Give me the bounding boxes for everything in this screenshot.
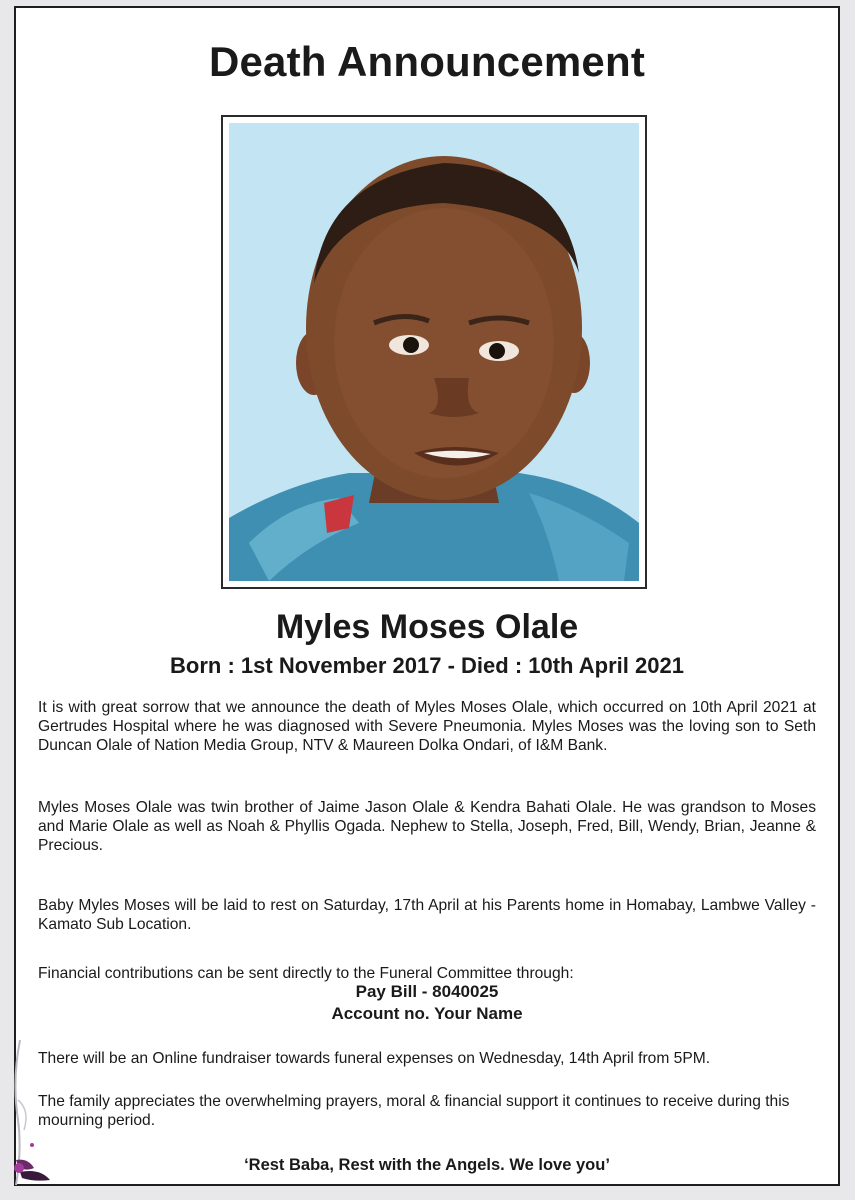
paragraph-fundraiser: There will be an Online fundraiser towards funeral expenses on Wednesday, 14th April from 5PM. — [38, 1050, 711, 1067]
portrait-photo — [229, 123, 639, 581]
paragraph-contributions: Financial contributions can be sent directly to the Funeral Committee through: — [38, 965, 574, 982]
closing-message: ‘Rest Baba, Rest with the Angels. We love you’ — [244, 1156, 610, 1174]
account-number: Account no. Your Name — [331, 1004, 523, 1023]
paragraph-appreciation: The family appreciates the overwhelming prayers, moral & financial support it continues to receive during this mourning period. — [38, 1093, 790, 1129]
announcement-page — [14, 6, 840, 1186]
paragraph-burial: Baby Myles Moses will be laid to rest on Saturday, 17th April at his Parents home in Homabay, Lambwe Valley - Kamato Sub Location. — [38, 897, 816, 933]
pay-bill-number: Pay Bill - 8040025 — [355, 982, 499, 1001]
floral-ornament-icon — [10, 1040, 60, 1190]
life-dates: Born : 1st November 2017 - Died : 10th April 2021 — [170, 653, 684, 678]
paragraph-family: Myles Moses Olale was twin brother of Jaime Jason Olale & Kendra Bahati Olale. He was grandson to Moses and Marie Olale as well as Noah & Phyllis Ogada. Nephew to Stella, Joseph, Fred, Bill, Wendy, Brian, Jeanne & Precious. — [38, 799, 816, 854]
portrait-frame — [221, 115, 647, 589]
page-title: Death Announcement — [208, 38, 646, 85]
paragraph-details: It is with great sorrow that we announce the death of Myles Moses Olale, which occurred on 10th April 2021 at Gertrudes Hospital where he was diagnosed with Severe Pneumonia. Myles Moses was the loving son to Seth Duncan Olale of Nation Media Group, NTV & Maureen Dolka Ondari, of I&M Bank. — [38, 699, 816, 754]
portrait-illustration — [229, 123, 639, 581]
deceased-name: Myles Moses Olale — [275, 608, 579, 646]
